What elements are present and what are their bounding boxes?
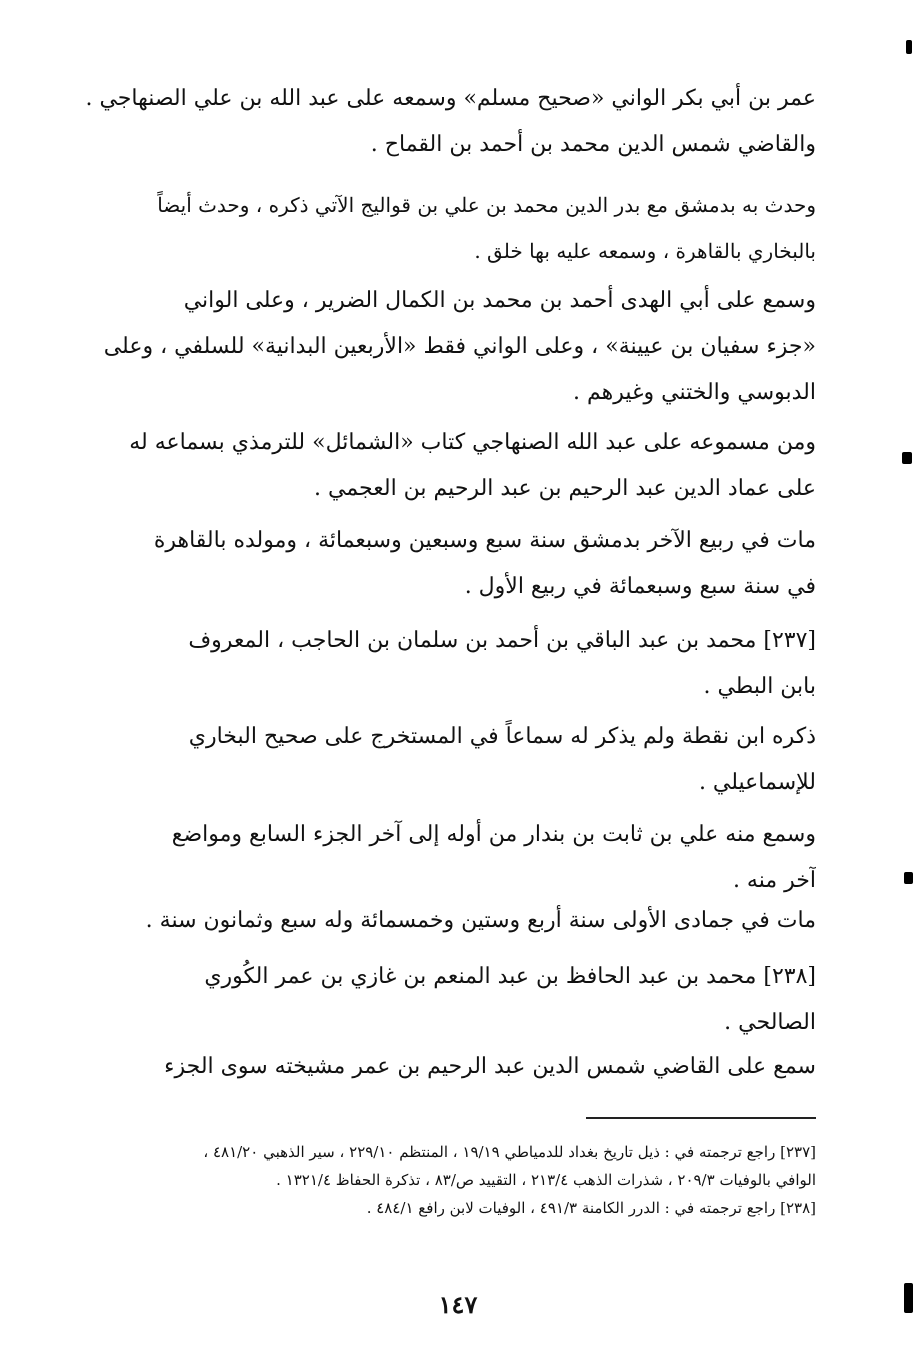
text-line: [٢٣٧] محمد بن عبد الباقي بن أحمد بن سلمان بن الحاجب ، المعروف (188, 628, 816, 653)
paragraph (84, 954, 816, 1046)
text-line: بالبخاري بالقاهرة ، وسمعه عليه بها خلق . (474, 239, 816, 263)
paragraph (84, 812, 816, 904)
scan-speck (902, 452, 912, 464)
text-line: ذكره ابن نقطة ولم يذكر له سماعاً في المستخرج على صحيح البخاري (188, 724, 816, 749)
paragraph (84, 898, 816, 944)
text-line: سمع على القاضي شمس الدين عبد الرحيم بن عمر مشيخته سوى الجزء (164, 1054, 816, 1079)
paragraph (84, 518, 816, 610)
text-line: الصالحي . (724, 1010, 816, 1035)
footnote-line: [٢٣٨] راجع ترجمته في : الدرر الكامنة ٤٩١/٣ ، الوفيات لابن رافع ٤٨٤/١ . (366, 1199, 816, 1217)
text-line: والقاضي شمس الدين محمد بن أحمد بن القماح . (370, 132, 816, 157)
footnotes (84, 1138, 816, 1222)
text-line: مات في ربيع الآخر بدمشق سنة سبع وسبعين وسبعمائة ، ومولده بالقاهرة (153, 528, 816, 553)
footnote-divider (586, 1117, 816, 1119)
text-line: الدبوسي والختني وغيرهم . (573, 380, 816, 405)
text-line: ومن مسموعه على عبد الله الصنهاجي كتاب «الشمائل» للترمذي بسماعه له (129, 430, 816, 455)
text-line: وحدث به بدمشق مع بدر الدين محمد بن علي بن قواليج الآتي ذكره ، وحدث أيضاً (157, 193, 816, 217)
text-line: مات في جمادى الأولى سنة أربع وستين وخمسمائة وله سبع وثمانون سنة . (145, 908, 816, 933)
text-line: وسمع على أبي الهدى أحمد بن محمد بن الكمال الضرير ، وعلى الواني (183, 288, 816, 313)
paragraph (84, 618, 816, 710)
text-line: [٢٣٨] محمد بن عبد الحافظ بن عبد المنعم بن غازي بن عمر الكُوري (204, 964, 816, 989)
text-line: للإسماعيلي . (698, 770, 816, 795)
scan-speck (904, 1283, 913, 1313)
text-line: على عماد الدين عبد الرحيم بن عبد الرحيم بن العجمي . (314, 476, 816, 501)
text-line: وسمع منه علي بن ثابت بن بندار من أوله إلى آخر الجزء السابع ومواضع (171, 822, 816, 847)
text-line: «جزء سفيان بن عيينة» ، وعلى الواني فقط «الأربعين البدانية» للسلفي ، وعلى (103, 334, 816, 359)
paragraph (84, 278, 816, 416)
scan-speck (904, 872, 913, 884)
text-line: آخر منه . (732, 868, 816, 893)
paragraph (84, 1044, 816, 1090)
paragraph (84, 420, 816, 512)
paragraph (84, 714, 816, 806)
footnote-line: الوافي بالوفيات ٢٠٩/٣ ، شذرات الذهب ٢١٣/٤ ، التقييد ص/٨٣ ، تذكرة الحفاظ ١٣٢١/٤ . (276, 1171, 816, 1189)
paragraph (84, 182, 816, 274)
page-number: ١٤٧ (438, 1290, 478, 1319)
paragraph (84, 76, 816, 168)
text-line: عمر بن أبي بكر الواني «صحيح مسلم» وسمعه على عبد الله بن علي الصنهاجي . (85, 86, 816, 111)
scan-speck (906, 40, 912, 54)
text-line: في سنة سبع وسبعمائة في ربيع الأول . (464, 574, 816, 599)
footnote-line: [٢٣٧] راجع ترجمته في : ذيل تاريخ بغداد للدمياطي ١٩/١٩ ، المنتظم ٢٢٩/١٠ ، سير الذهبي ٤٨١/٢٠ ، (203, 1143, 816, 1161)
text-line: بابن البطي . (703, 674, 816, 699)
